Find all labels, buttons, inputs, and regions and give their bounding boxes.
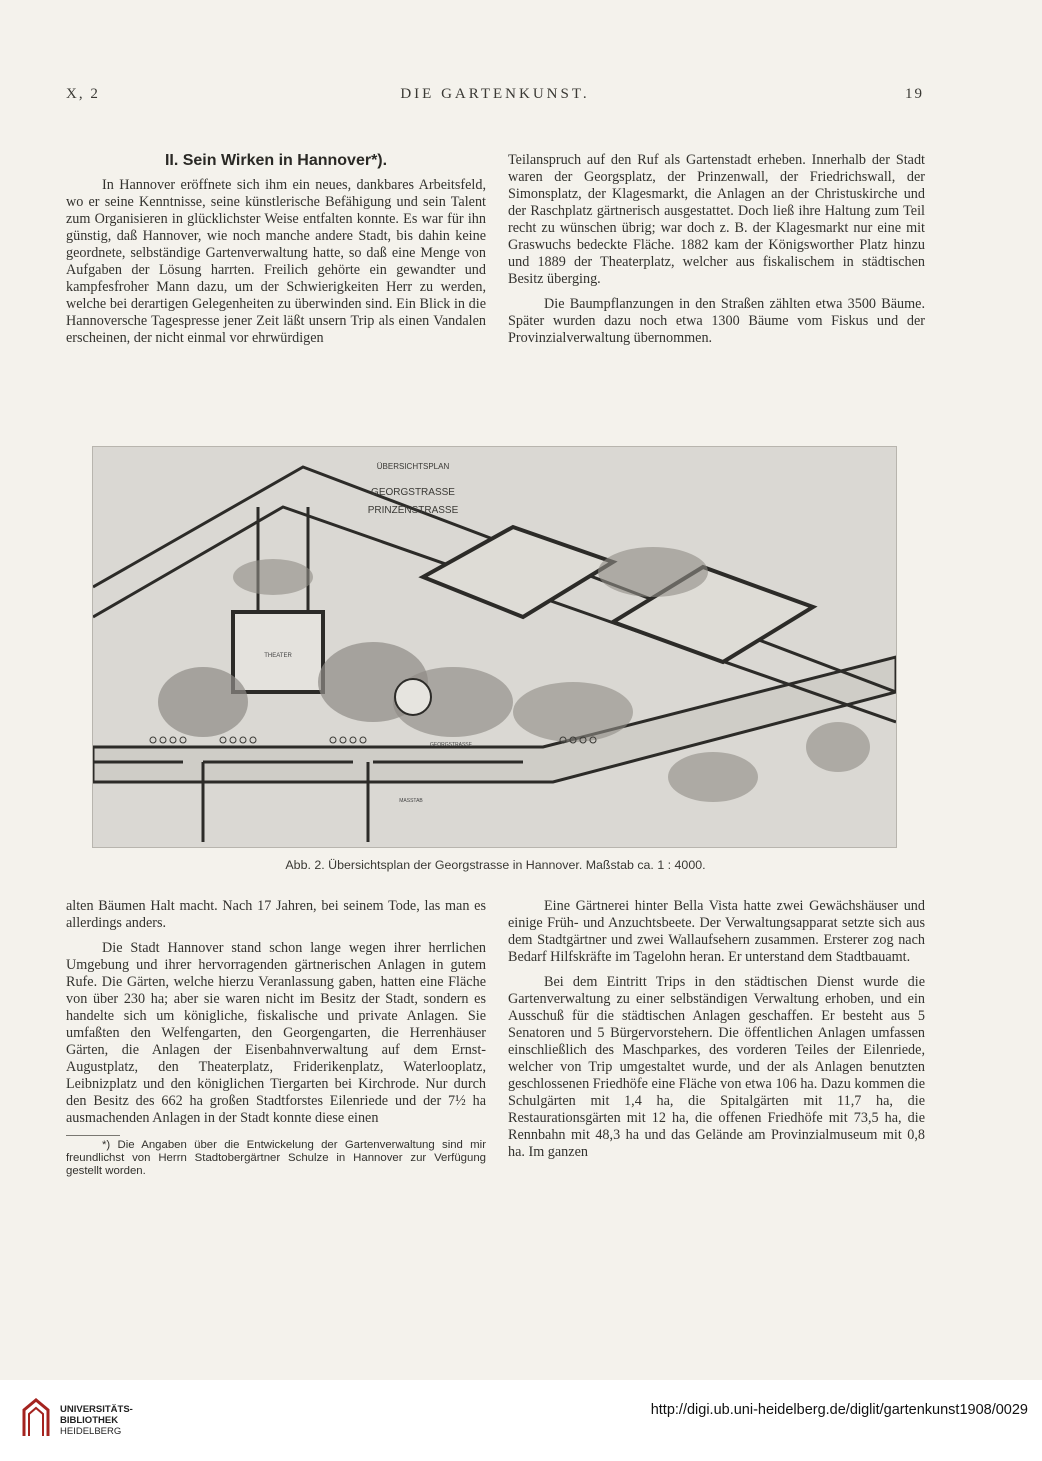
library-logo-icon — [18, 1396, 54, 1444]
library-name-line: UNIVERSITÄTS- — [60, 1404, 133, 1415]
column-bottom-right — [508, 898, 925, 1161]
paragraph: Die Stadt Hannover stand schon lange wegen ihrer herrlichen Umgebung und ihrer hervorragenden gärtnerischen Anlagen in gutem Rufe. Die Gärten, welche hierzu Veranlassung gaben, hatten eine Fläche von über 230 ha; aber sie waren nicht im Besitz der Stadt, sondern es handelte sich um königliche, fiskalische und private Anlagen. Sie umfaßten den Welfengarten, den Georgengarten, die Herrenhäuser Gärten, die Anlagen der Eisenbahnverwaltung auf dem Ernst-Augustplatz, den Theaterplatz, Friderikenplatz, Waterlooplatz, Leibnizplatz und den königlichen Tiergarten bei Kirchrode. Nur durch den Besitz des 662 ha großen Stadtforstes Eilenriede und der 7½ ha ausmachenden Anlagen in der Stadt konnte diese einen — [66, 940, 486, 1126]
library-name-line: HEIDELBERG — [60, 1426, 122, 1437]
plan-title-line-1: ÜBERSICHTSPLAN — [376, 462, 450, 471]
paragraph: Die Baumpflanzungen in den Straßen zählten etwa 3500 Bäume. Später wurden dazu noch etwa 1300 Bäume vom Fiskus und der Provinzialverwaltung übernommen. — [508, 296, 925, 346]
plan-title-line-3: PRINZENSTRASSE — [367, 505, 459, 516]
library-name — [60, 1404, 133, 1437]
section-title: II. Sein Wirken in Hannover*). — [164, 152, 388, 169]
figure-caption: Abb. 2. Übersichtsplan der Georgstrasse in Hannover. Maßstab ca. 1 : 4000. — [285, 858, 706, 872]
library-footer — [0, 1380, 1042, 1461]
paragraph: Eine Gärtnerei hinter Bella Vista hatte zwei Gewächshäuser und einige Früh- und Anzuchtsbeete. Der Verwaltungsapparat setzte sich aus dem Stadtgärtner und zwei Wallaufsehern zusammen. Ersterer zog nach Bedarf Hilfskräfte im Tagelohn heran. Er unterstand dem Stadtbauamt. — [508, 898, 925, 965]
footnote-rule — [66, 1135, 120, 1136]
paragraph: Teilanspruch auf den Ruf als Gartenstadt erheben. Innerhalb der Stadt waren der Georgsplatz, der Prinzenwall, der Friedrichswall, der Simonsplatz, der Klagesmarkt, die Anlagen an der Christuskirche und der Raschplatz gärtnerisch ausgestattet. Doch ließ ihre Haltung zum Teil recht zu wünschen übrig; war doch z. B. der Klagesmarkt nur eine mit Graswuchs bedeckte Fläche. 1882 kam der Königsworther Platz hinzu und 1889 der Theaterplatz, welcher aus fiskalischem in städtischen Besitz überging. — [508, 152, 925, 287]
page-number: 19 — [905, 86, 924, 102]
theater-label: THEATER — [264, 653, 292, 659]
footnote: *) Die Angaben über die Entwickelung der Gartenverwaltung sind mir freundlichst von Herrn Stadtobergärtner Schulze in Hannover zur Verfügung gestellt worden. — [66, 1139, 486, 1177]
column-top-right — [508, 152, 925, 347]
source-url-link[interactable]: http://digi.ub.uni-heidelberg.de/diglit/gartenkunst1908/0029 — [650, 1402, 1028, 1418]
volume-number: X, 2 — [66, 86, 100, 102]
paragraph: In Hannover eröffnete sich ihm ein neues, dankbares Arbeitsfeld, wo er seine Kenntnisse, seine künstlerische Befähigung und sein Talent zum Organisieren in glücklichster Weise entfalten konnte. Es war für ihn günstig, daß Hannover, wie noch manche andere Stadt, bis dahin keine geordnete, selbständige Gartenverwaltung hatte, so daß eine Menge von Aufgaben der Lösung harrten. Freilich gehörte ein gewandter und kampfesfroher Mann dazu, um der Schwierigkeiten Herr zu werden, welche bei derartigen Gelegenheiten zu überwinden sind. Ein Blick in die Hannoversche Tagespresse jener Zeit läßt unsern Trip als einen Vandalen erscheinen, der nicht einmal vor ehrwürdigen — [66, 177, 486, 346]
scale-label: MASSTAB — [399, 798, 423, 804]
paragraph: Bei dem Eintritt Trips in den städtischen Dienst wurde die Gartenverwaltung zu einer selbständigen Verwaltung erhoben, und ein Ausschuß für die städtischen Anlagen geschaffen. Er besteht aus 5 Senatoren und 5 Bürgervorstehern. Die öffentlichen Anlagen umfassen einschließlich des Maschparkes, des vorderen Teiles der Eilenriede, welcher von Trip umgestaltet wurde, und der als Anlagen benutzten geschlossenen Friedhöfe eine Fläche von etwa 106 ha. Dazu kommen die Schulgärten mit 1,4 ha, die Spitalgärten mit 11,7 ha, die Restaurationsgärten mit 12 ha, die offenen Friedhöfe mit 73,5 ha, die Rennbahn mit 48,3 ha und das Gelände am Provinzialmuseum mit 0,8 ha. Im ganzen — [508, 974, 925, 1160]
plan-title-line-2: GEORGSTRASSE — [371, 487, 455, 498]
site-plan-figure — [92, 446, 897, 848]
column-bottom-left — [66, 898, 486, 1178]
running-header — [66, 86, 924, 108]
site-plan-drawing — [93, 447, 896, 847]
street-label: GEORGSTRASSE — [430, 742, 472, 748]
column-top-left — [66, 152, 486, 347]
paragraph: alten Bäumen Halt macht. Nach 17 Jahren, bei seinem Tode, las man es allerdings anders. — [66, 898, 486, 931]
journal-title: DIE GARTENKUNST. — [400, 86, 590, 102]
library-name-line: BIBLIOTHEK — [60, 1415, 119, 1426]
